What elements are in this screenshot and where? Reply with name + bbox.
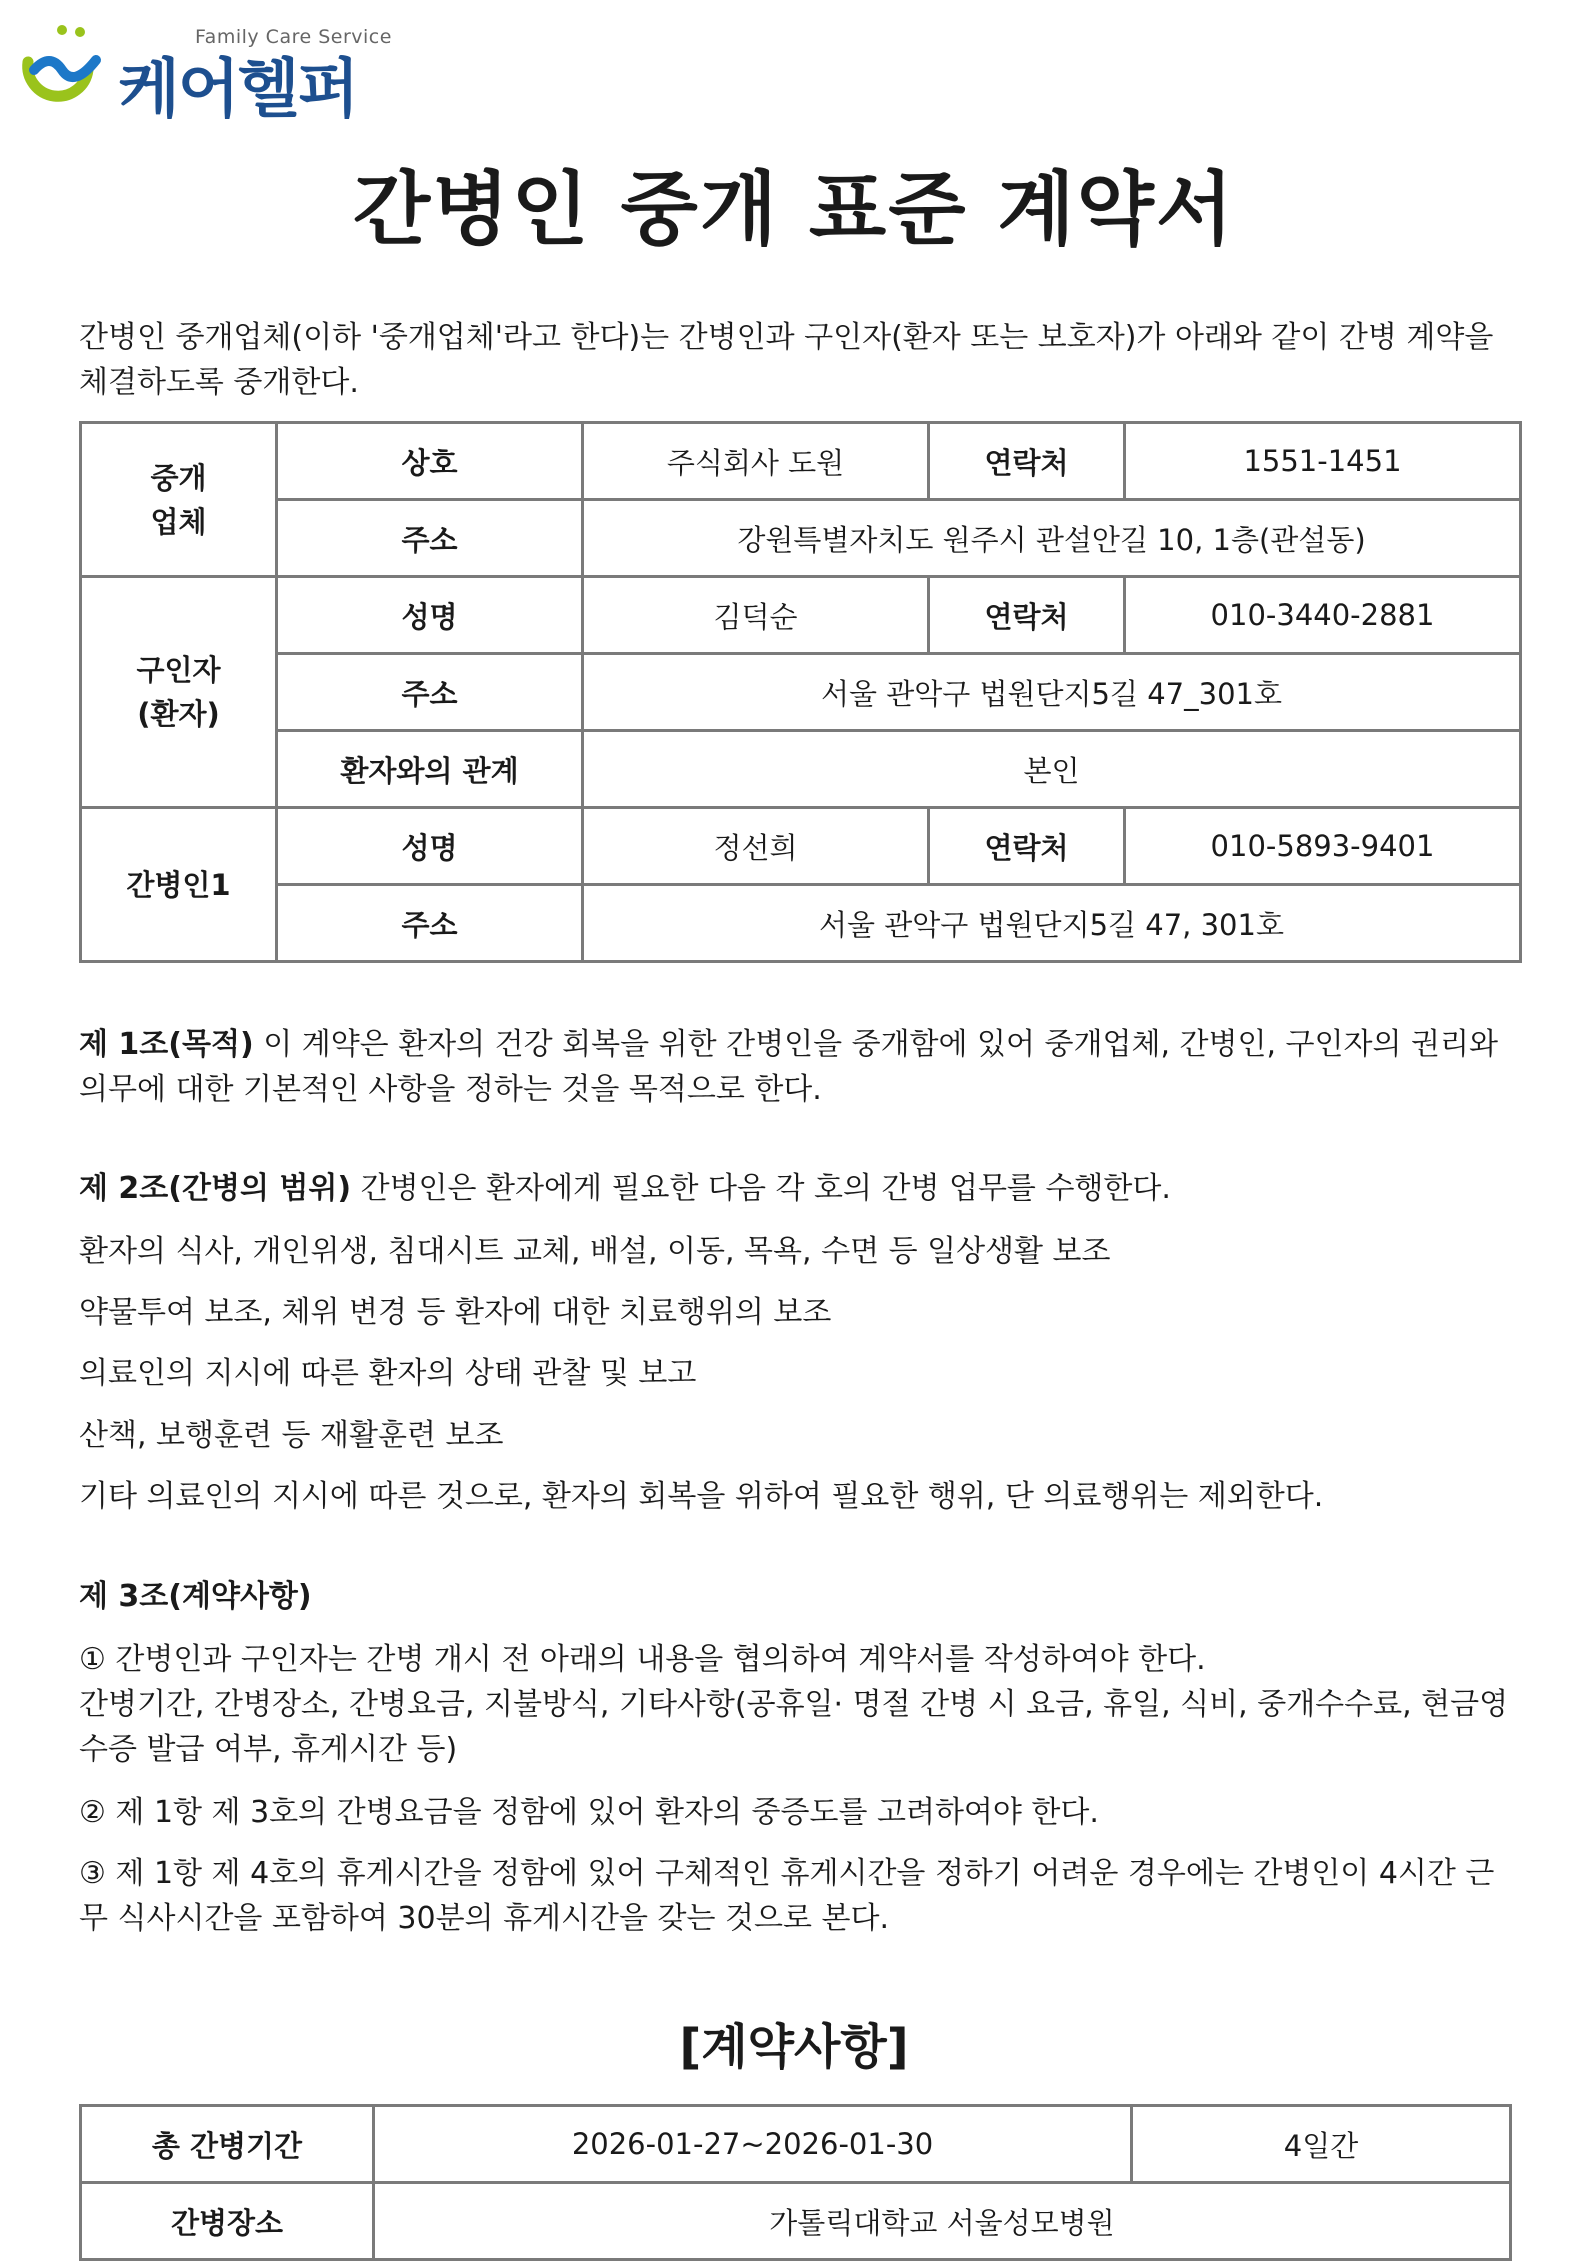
client-name-value: 김덕순 <box>583 577 929 654</box>
list-item: 기타 의료인의 지시에 따른 것으로, 환자의 회복을 위하여 필요한 행위, 단 의료행위는 제외한다. <box>79 1479 1324 1514</box>
article-3-clause-2: ② 제 1항 제 3호의 간병요금을 정함에 있어 환자의 중증도를 고려하여야 한다. <box>79 1795 1099 1830</box>
parties-table-wrap <box>79 421 1509 963</box>
list-item: 약물투여 보조, 체위 변경 등 환자에 대한 치료행위의 보조 <box>79 1295 832 1330</box>
list-item: 산책, 보행훈련 등 재활훈련 보조 <box>79 1418 504 1453</box>
list-item: 의료인의 지시에 따른 환자의 상태 관찰 및 보고 <box>79 1356 697 1391</box>
table-row <box>81 577 1521 654</box>
article-1 <box>79 1022 1509 1112</box>
article-2-heading: 제 2조(간병의 범위) <box>79 1171 352 1206</box>
article-3-clause-1-detail: 간병기간, 간병장소, 간병요금, 지불방식, 기타사항(공휴일· 명절 간병 시 요금, 휴일, 식비, 중개수수료, 현금영수증 발급 여부, 휴게시간 등) <box>79 1687 1509 1767</box>
caregiver-name-label: 성명 <box>277 808 583 885</box>
article-2 <box>79 1166 1509 1211</box>
client-group-label: 구인자 (환자) <box>81 577 277 808</box>
intro-text: 간병인 중개업체(이하 '중개업체'라고 한다)는 간병인과 구인자(환자 또는 보호자)가 아래와 같이 간병 계약을 체결하도록 중개한다. <box>79 320 1494 400</box>
logo-mark-icon <box>10 22 110 112</box>
article-3 <box>79 1574 1509 1619</box>
client-address-value: 서울 관악구 법원단지5길 47_301호 <box>583 654 1521 731</box>
place-label: 간병장소 <box>81 2183 374 2260</box>
agency-group-label: 중개 업체 <box>81 423 277 577</box>
caregiver-group-label: 간병인1 <box>81 808 277 962</box>
caregiver-address-label: 주소 <box>277 885 583 962</box>
article-3-heading: 제 3조(계약사항) <box>79 1579 312 1614</box>
table-row <box>81 731 1521 808</box>
article-1-heading: 제 1조(목적) <box>79 1027 254 1062</box>
agency-address-value: 강원특별자치도 원주시 관설안길 10, 1층(관설동) <box>583 500 1521 577</box>
period-value: 2026-01-27~2026-01-30 <box>374 2106 1132 2183</box>
article-1-text: 이 계약은 환자의 건강 회복을 위한 간병인을 중개함에 있어 중개업체, 간병인, 구인자의 권리와 의무에 대한 기본적인 사항을 정하는 것을 목적으로 한다. <box>79 1027 1498 1107</box>
page-title: 간병인 중개 표준 계약서 <box>352 163 1236 256</box>
logo-subtitle: Family Care Service <box>195 26 392 48</box>
agency-contact-label: 연락처 <box>929 423 1125 500</box>
table-row <box>81 808 1521 885</box>
client-contact-label: 연락처 <box>929 577 1125 654</box>
parties-table <box>79 421 1522 963</box>
agency-name-value: 주식회사 도원 <box>583 423 929 500</box>
client-name-label: 성명 <box>277 577 583 654</box>
client-relation-label: 환자와의 관계 <box>277 731 583 808</box>
article-3-clause-1: ① 간병인과 구인자는 간병 개시 전 아래의 내용을 협의하여 계약서를 작성하여야 한다. <box>79 1642 1206 1677</box>
article-2-text: 간병인은 환자에게 필요한 다음 각 호의 간병 업무를 수행한다. <box>351 1171 1171 1206</box>
company-logo <box>10 22 410 127</box>
caregiver-contact-label: 연락처 <box>929 808 1125 885</box>
table-row <box>81 2183 1511 2260</box>
client-contact-value: 010-3440-2881 <box>1125 577 1521 654</box>
list-item: 환자의 식사, 개인위생, 침대시트 교체, 배설, 이동, 목욕, 수면 등 일상생활 보조 <box>79 1234 1111 1269</box>
agency-contact-value: 1551-1451 <box>1125 423 1521 500</box>
table-row <box>81 423 1521 500</box>
contract-section-heading: [계약사항] <box>679 2019 909 2075</box>
contract-table <box>79 2104 1512 2261</box>
agency-name-label: 상호 <box>277 423 583 500</box>
caregiver-contact-value: 010-5893-9401 <box>1125 808 1521 885</box>
client-relation-value: 본인 <box>583 731 1521 808</box>
agency-address-label: 주소 <box>277 500 583 577</box>
logo-name: 케어헬퍼 <box>118 53 358 127</box>
table-row <box>81 885 1521 962</box>
client-address-label: 주소 <box>277 654 583 731</box>
period-label: 총 간병기간 <box>81 2106 374 2183</box>
table-row <box>81 654 1521 731</box>
table-row <box>81 500 1521 577</box>
contract-table-wrap <box>79 2104 1509 2261</box>
period-days: 4일간 <box>1132 2106 1511 2183</box>
caregiver-name-value: 정선희 <box>583 808 929 885</box>
place-value: 가톨릭대학교 서울성모병원 <box>374 2183 1511 2260</box>
table-row <box>81 2106 1511 2183</box>
article-3-clause-3: ③ 제 1항 제 4호의 휴게시간을 정함에 있어 구체적인 휴게시간을 정하기 어려운 경우에는 간병인이 4시간 근무 식사시간을 포함하여 30분의 휴게시간을 갖는 것으로 본다. <box>79 1856 1495 1936</box>
caregiver-address-value: 서울 관악구 법원단지5길 47, 301호 <box>583 885 1521 962</box>
